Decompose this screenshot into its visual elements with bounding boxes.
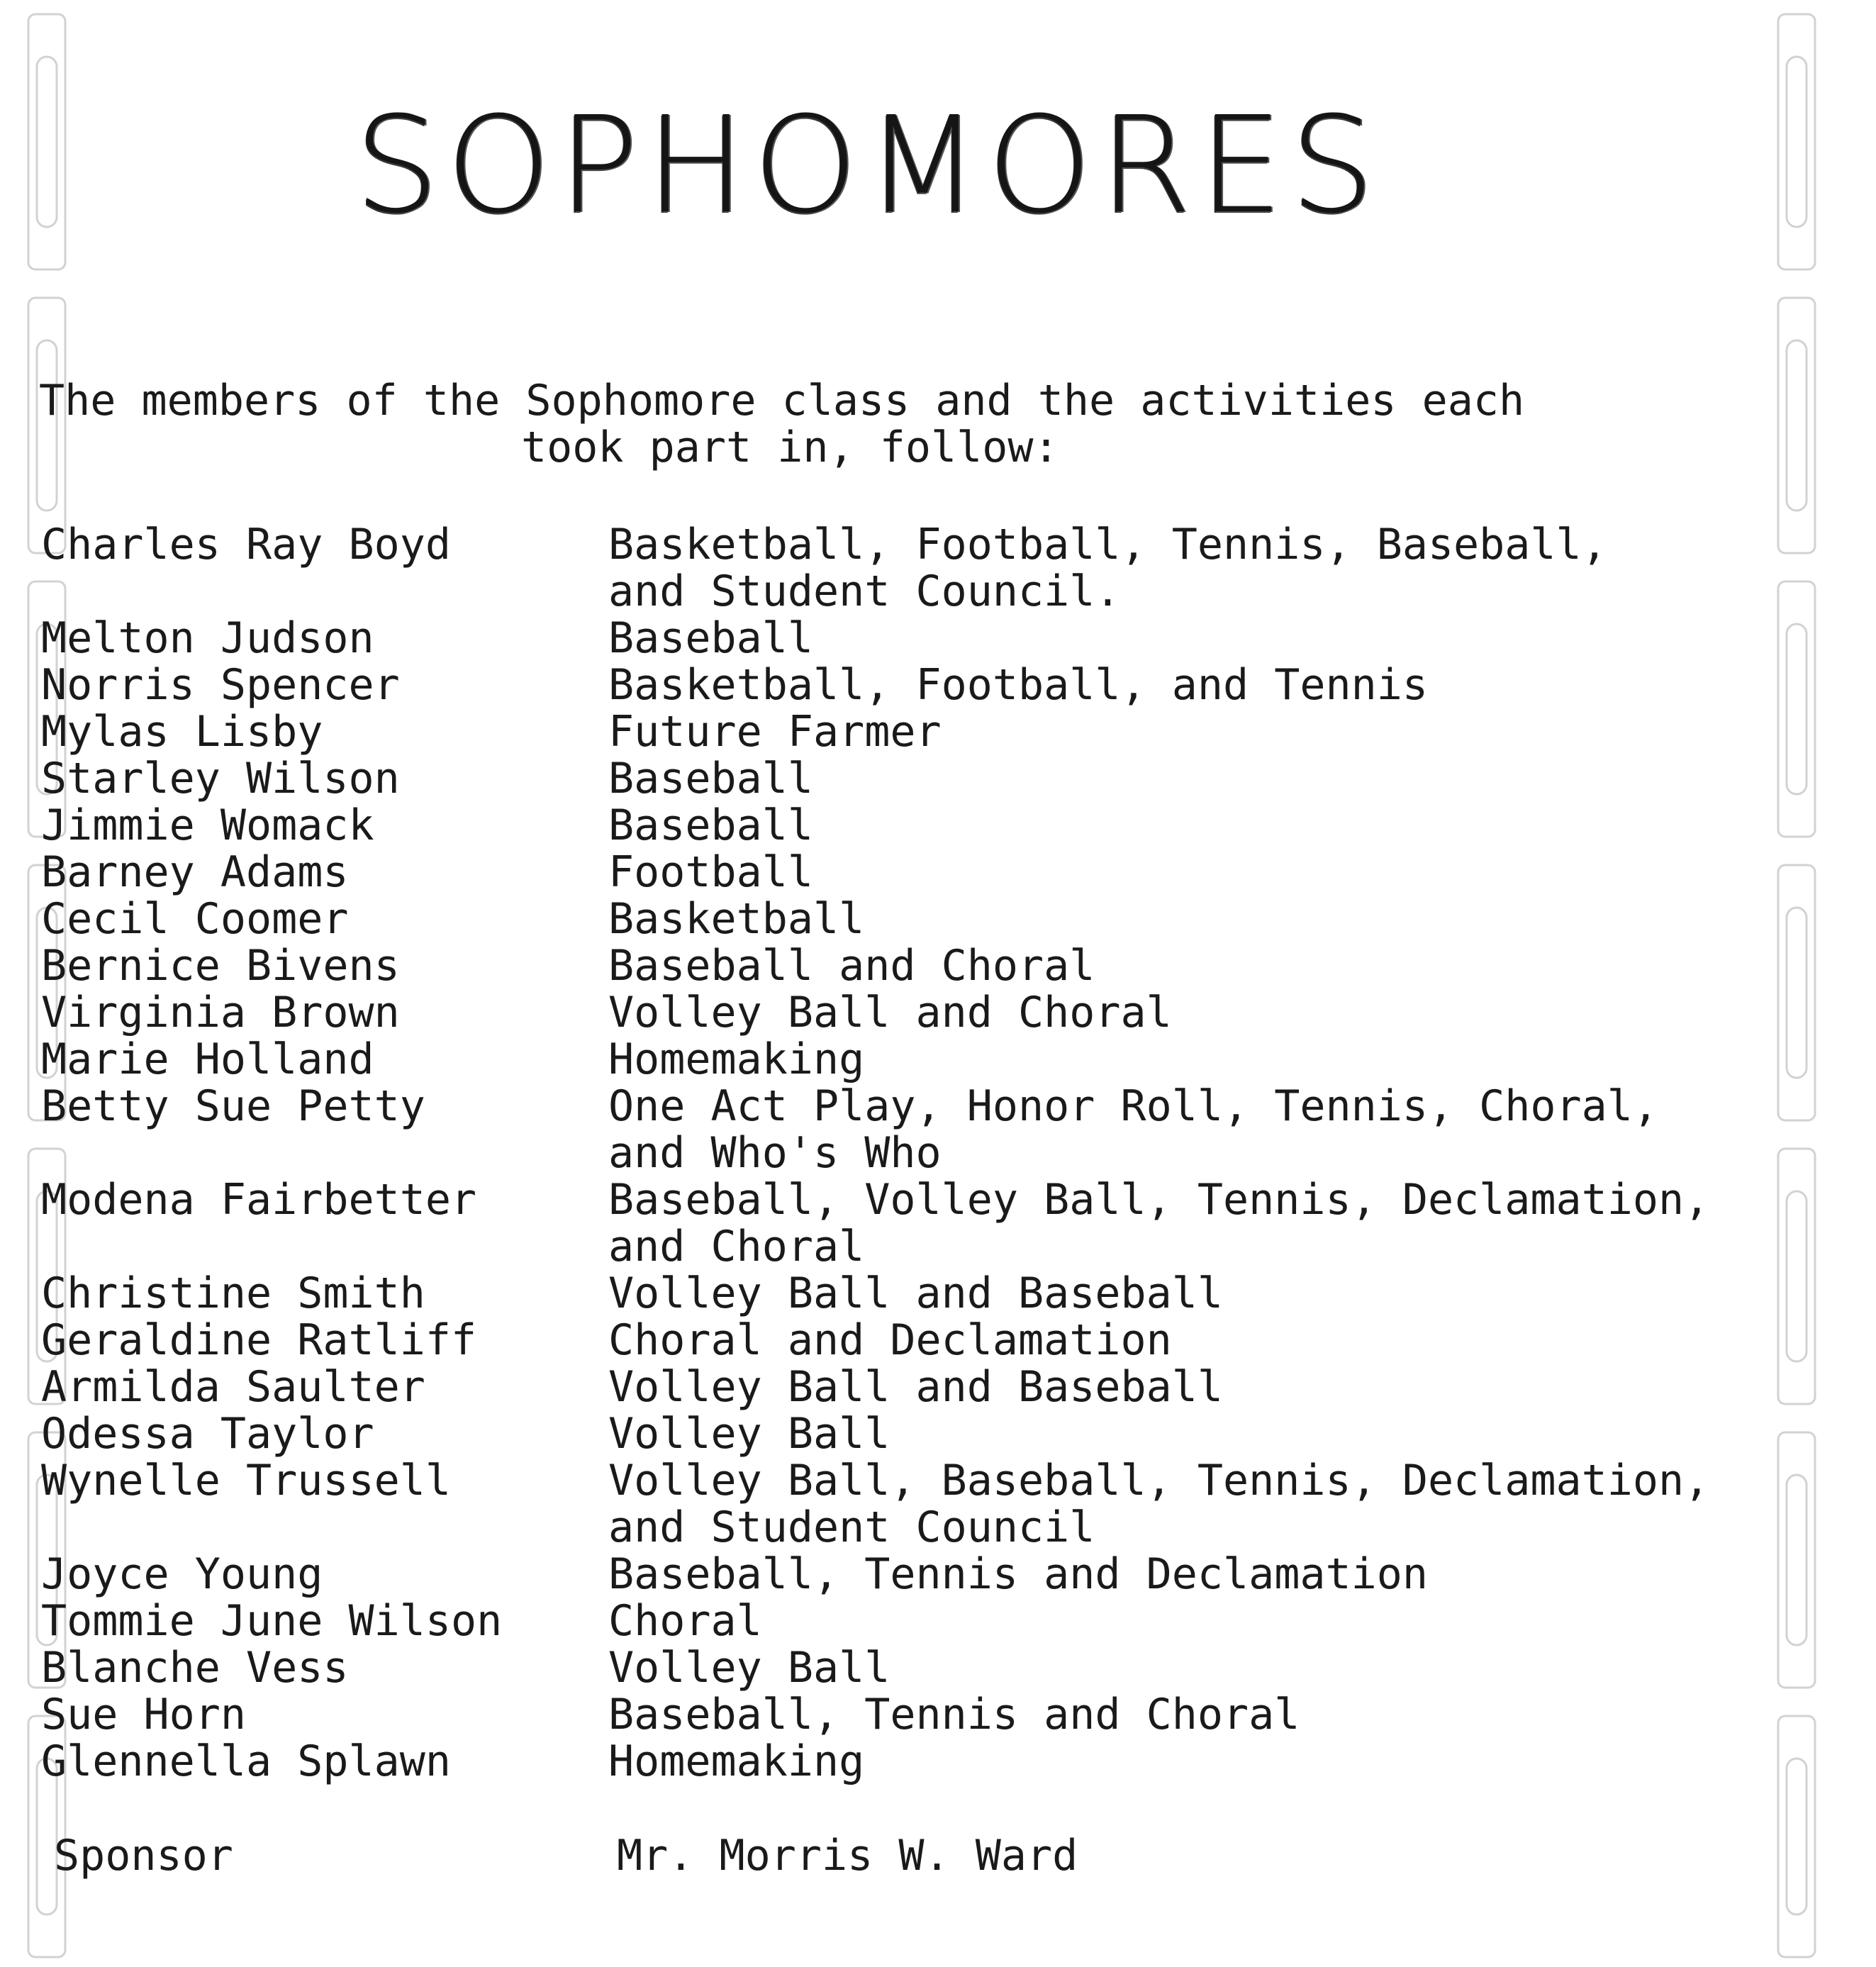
- student-name: Barney Adams -----: [41, 849, 608, 896]
- student-entry: [0, 849, 1876, 896]
- student-activities: One Act Play, Honor Roll, Tennis, Choral,: [608, 1081, 1659, 1131]
- student-activities: Future Farmer: [608, 707, 942, 757]
- student-entry: [0, 1551, 1876, 1598]
- student-entry: [0, 1457, 1876, 1551]
- student-activities: Baseball, Tennis and Declamation: [608, 1549, 1428, 1599]
- student-entry: [0, 1598, 1876, 1644]
- student-name: Christine Smith -----: [41, 1270, 608, 1317]
- student-entry: [0, 802, 1876, 849]
- student-activities: Volley Ball and Baseball: [608, 1269, 1223, 1318]
- student-name: Wynelle Trussell -----: [41, 1457, 608, 1504]
- student-name: Marie Holland -----: [41, 1036, 608, 1083]
- student-name: Glennella Splawn -----: [41, 1738, 608, 1785]
- student-activities: Basketball, Football, and Tennis: [608, 660, 1428, 710]
- student-activities: Volley Ball: [608, 1643, 890, 1693]
- student-activities: Volley Ball and Baseball: [608, 1362, 1223, 1412]
- student-name: Modena Fairbetter -----: [41, 1176, 608, 1223]
- student-activities: Volley Ball: [608, 1409, 890, 1459]
- student-name: Starley Wilson -----: [41, 755, 608, 802]
- student-activities: Volley Ball, Baseball, Tennis, Declamation,: [608, 1456, 1710, 1505]
- student-activities: Baseball, Tennis and Choral: [608, 1690, 1300, 1739]
- student-name: Norris Spencer -----: [41, 662, 608, 708]
- student-activities: Baseball, Volley Ball, Tennis, Declamation,: [608, 1175, 1710, 1225]
- student-name: Melton Judson -----: [41, 615, 608, 662]
- student-entry: [0, 755, 1876, 802]
- student-entry: [0, 1364, 1876, 1410]
- student-activities: Volley Ball and Choral: [608, 988, 1172, 1037]
- student-activities-continued: and Student Council.: [608, 567, 1121, 616]
- student-activities: Basketball: [608, 894, 865, 944]
- student-entry: [0, 708, 1876, 755]
- intro-line-1: The members of the Sophomore class and the activities each: [39, 376, 1525, 425]
- sponsor-name: Mr. Morris W. Ward: [617, 1831, 1078, 1880]
- student-activities: Football: [608, 847, 813, 897]
- student-activities-continued: and Student Council: [608, 1503, 1095, 1552]
- student-activities: Choral and Declamation: [608, 1315, 1172, 1365]
- student-activities: Baseball and Choral: [608, 941, 1095, 991]
- student-name: Betty Sue Petty -----: [41, 1083, 608, 1130]
- student-entry: [0, 1738, 1876, 1785]
- student-name: Joyce Young -----: [41, 1551, 608, 1598]
- student-activities: Basketball, Football, Tennis, Baseball,: [608, 520, 1607, 569]
- student-name: Blanche Vess -----: [41, 1644, 608, 1691]
- student-entry: [0, 1317, 1876, 1364]
- student-entry: [0, 521, 1876, 615]
- student-name: Bernice Bivens -----: [41, 942, 608, 989]
- student-name: Sue Horn -----: [41, 1691, 608, 1738]
- student-entry: [0, 942, 1876, 989]
- student-entry: [0, 1270, 1876, 1317]
- page-title: SOPHOMORES: [354, 88, 1382, 243]
- student-roster: [0, 521, 1876, 1785]
- intro-line-2: took part in, follow:: [521, 423, 1059, 472]
- student-activities-continued: and Choral: [608, 1222, 865, 1271]
- student-entry: [0, 989, 1876, 1036]
- student-entry: [0, 1036, 1876, 1083]
- student-entry: [0, 662, 1876, 708]
- student-name: Cecil Coomer -----: [41, 896, 608, 942]
- student-activities: Baseball: [608, 613, 813, 663]
- sponsor-line: [0, 1832, 1876, 1882]
- student-activities: Choral: [608, 1596, 762, 1646]
- student-name: Virginia Brown -----: [41, 989, 608, 1036]
- student-name: Odessa Taylor -----: [41, 1410, 608, 1457]
- student-entry: [0, 896, 1876, 942]
- student-name: Mylas Lisby -----: [41, 708, 608, 755]
- student-activities: Homemaking: [608, 1737, 865, 1786]
- student-entry: [0, 1644, 1876, 1691]
- student-entry: [0, 1176, 1876, 1270]
- student-name: Charles Ray Boyd -----: [41, 521, 608, 568]
- student-entry: [0, 1410, 1876, 1457]
- student-name: Geraldine Ratliff -----: [41, 1317, 608, 1364]
- student-entry: [0, 615, 1876, 662]
- student-name: Tommie June Wilson -----: [41, 1598, 608, 1644]
- student-name: Armilda Saulter -----: [41, 1364, 608, 1410]
- student-activities: Baseball: [608, 754, 813, 803]
- student-activities-continued: and Who's Who: [608, 1128, 942, 1178]
- student-name: Jimmie Womack -----: [41, 802, 608, 849]
- sponsor-label: Sponsor: [54, 1832, 233, 1879]
- student-entry: [0, 1083, 1876, 1176]
- student-activities: Baseball: [608, 801, 813, 850]
- student-activities: Homemaking: [608, 1035, 865, 1084]
- student-entry: [0, 1691, 1876, 1738]
